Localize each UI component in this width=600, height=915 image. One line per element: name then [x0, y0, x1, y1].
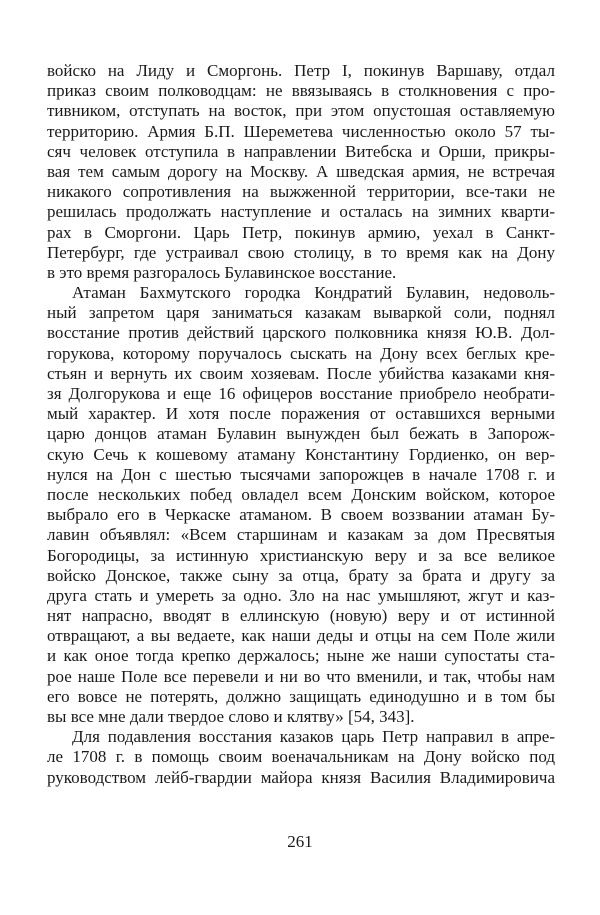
text-line: приказ своим полководцам: не ввязываясь в столкновения с про-: [47, 81, 555, 101]
text-line: рах в Сморгони. Царь Петр, покинув армию, уехал в Санкт-: [47, 222, 555, 242]
paragraph: [47, 727, 555, 788]
text-line: и как оное тогда крепко держалось; ныне же наши супостаты ста-: [47, 646, 555, 666]
text-line: друга стать и умереть за одно. Зло на нас умышляют, жгут и каз-: [47, 585, 555, 605]
text-line: зя Долгорукова и еще 16 офицеров восстание приобрело необрати-: [47, 384, 555, 403]
text-line: войско Донское, также сыну за отца, брату за брата и другу за: [47, 565, 555, 585]
text-line: территорию. Армия Б.П. Шереметева численностью около 57 ты-: [47, 121, 555, 141]
text-line: горукова, которому поручалось сыскать на Дону всех беглых кре-: [47, 343, 555, 363]
text-line: вы все мне дали твердое слово и клятву» [54, 343].: [47, 707, 415, 726]
text-line: в это время разгоралось Булавинское восстание.: [47, 262, 397, 282]
paragraph: [47, 61, 555, 283]
text-line: тивником, отступать на восток, при этом опустошая оставляемую: [47, 101, 555, 121]
text-line: рое наше Поле все перевели и ни во что вменили, и так, чтобы нам: [47, 666, 555, 686]
text-line: отвращают, а вы ведаете, как наши деды и отцы на сем Поле жили: [47, 626, 555, 646]
text-line: царю донцов атаман Булавин вынужден был бежать в Запорож-: [47, 424, 555, 444]
paragraph: [47, 283, 555, 727]
text-line: лавин объявлял: «Всем старшинам и казакам за дом Пресвятыя: [47, 525, 555, 545]
text-line: его вовсе не потерять, должно защищать единодушно и в том бы: [47, 686, 555, 706]
text-line: Богородицы, за истинную христианскую веру и за все великое: [47, 545, 555, 565]
text-line: восстание против действий царского полковника князя Ю.В. Дол-: [47, 323, 555, 343]
text-line: вая тем самым дорогу на Москву. А шведская армия, не встречая: [47, 161, 555, 181]
text-line: ный запретом царя заниматься казакам вываркой соли, поднял: [47, 303, 555, 323]
text-line: Петербург, где устраивал свою столицу, в то время как на Дону: [47, 242, 555, 262]
text-line: выбрало его в Черкаске атаманом. В своем воззвании атаман Бу-: [47, 505, 555, 525]
text-line: сяч человек отступила в направлении Витебска и Орши, прикры-: [47, 141, 555, 161]
body-text: [47, 61, 555, 788]
text-line: нят напрасно, вводят в еллинскую (новую) веру и от истинной: [47, 606, 555, 626]
text-line: нулся на Дон с шестью тысячами запорожцев в начале 1708 г. и: [47, 464, 555, 484]
text-line: после нескольких побед овладел всем Донским войском, которое: [47, 484, 555, 504]
text-line: руководством лейб-гвардии майора князя Василия Владимировича: [47, 767, 555, 787]
text-line: стьян и вернуть их своим хозяевам. После убийства казаками кня-: [47, 363, 555, 383]
text-line: решилась продолжать наступление и осталась на зимних кварти-: [47, 202, 555, 222]
text-line: Атаман Бахмутского городка Кондратий Булавин, недоволь-: [72, 283, 555, 303]
text-line: Для подавления восстания казаков царь Петр направил в апре-: [72, 727, 555, 747]
text-line: ле 1708 г. в помощь своим военачальникам на Дону войско под: [47, 747, 555, 767]
text-line: мый характер. И хотя после поражения от оставшихся верными: [47, 404, 555, 424]
page-number: 261: [287, 832, 313, 851]
text-line: войско на Лиду и Сморгонь. Петр I, покинув Варшаву, отдал: [47, 61, 555, 80]
text-line: скую Сечь к кошевому атаману Константину Гордиенко, он вер-: [47, 444, 555, 464]
text-line: никакого сопротивления на выжженной территории, все-таки не: [47, 182, 555, 202]
